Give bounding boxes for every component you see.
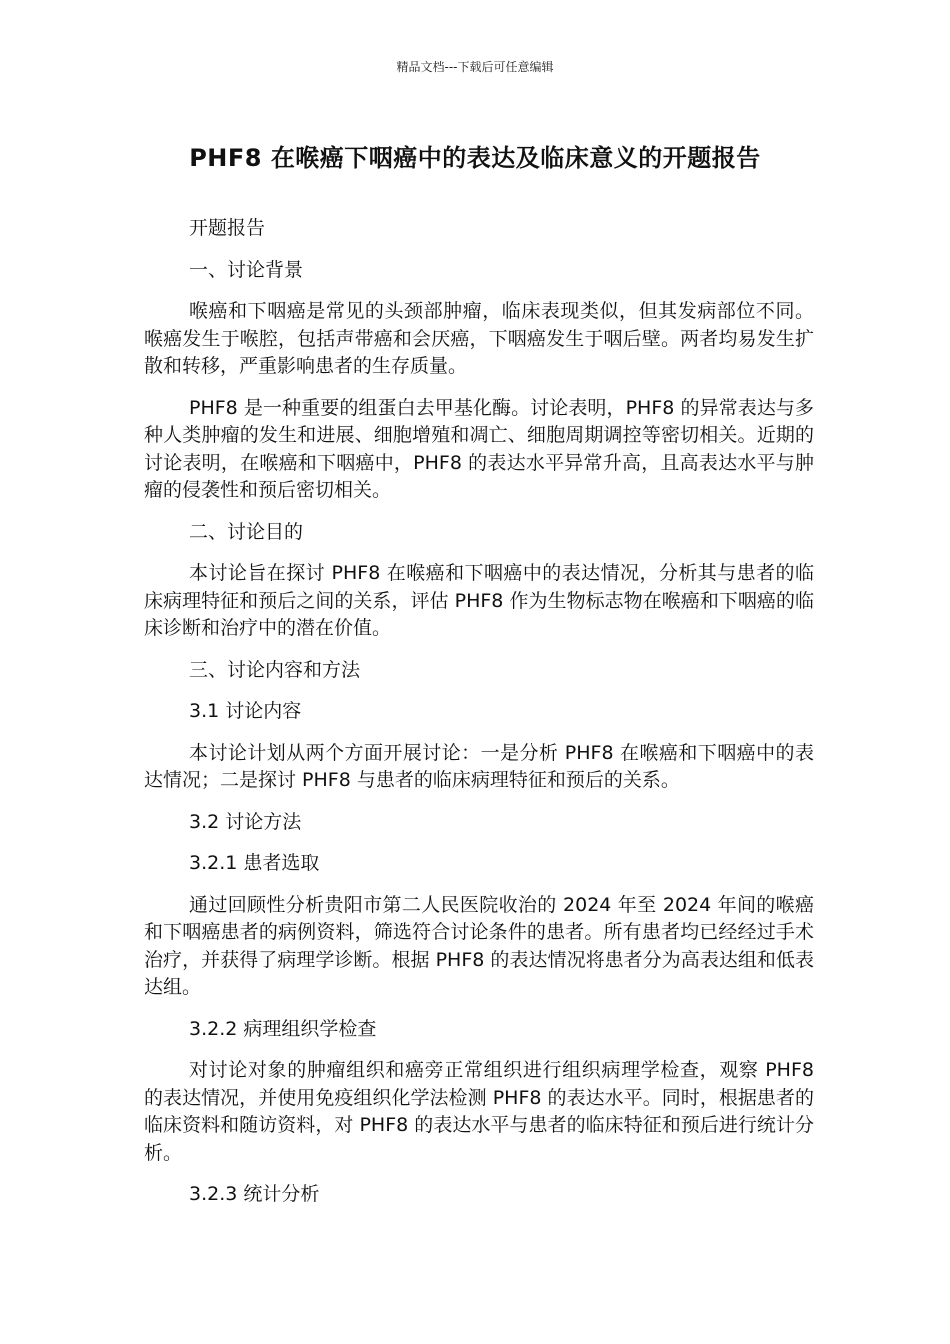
section-heading: 一、讨论背景 — [189, 258, 304, 281]
paragraph: 本讨论旨在探讨 PHF8 在喉癌和下咽癌中的表达情况，分析其与患者的临床病理特征和预后之间的关系，评估 PHF8 作为生物标志物在喉癌和下咽癌的临床诊断和治疗中的潜在价值。 — [144, 562, 814, 639]
subsection-heading: 3.2.1 患者选取 — [189, 852, 320, 874]
paragraph: 本讨论计划从两个方面开展讨论：一是分析 PHF8 在喉癌和下咽癌中的表达情况；二是探讨 PHF8 与患者的临床病理特征和预后的关系。 — [144, 741, 814, 791]
paragraph: 对讨论对象的肿瘤组织和癌旁正常组织进行组织病理学检查，观察 PHF8 的表达情况，并使用免疫组织化学法检测 PHF8 的表达水平。同时，根据患者的临床资料和随访资料，对 PHF8 的表达水平与患者的临床特征和预后进行统计分析。 — [144, 1059, 814, 1164]
paragraph: 喉癌和下咽癌是常见的头颈部肿瘤，临床表现类似，但其发病部位不同。喉癌发生于喉腔，包括声带癌和会厌癌，下咽癌发生于咽后壁。两者均易发生扩散和转移，严重影响患者的生存质量。 — [144, 300, 814, 377]
subsection-heading: 3.2.2 病理组织学检查 — [189, 1017, 377, 1040]
header-note: 精品文档---下载后可任意编辑 — [396, 60, 554, 74]
subsection-heading: 3.2.3 统计分析 — [189, 1183, 320, 1205]
subsection-heading: 3.1 讨论内容 — [189, 700, 302, 722]
document-body — [144, 215, 814, 1223]
section-heading: 二、讨论目的 — [189, 520, 304, 543]
document-title: PHF8 在喉癌下咽癌中的表达及临床意义的开题报告 — [189, 144, 761, 172]
paragraph: PHF8 是一种重要的组蛋白去甲基化酶。讨论表明，PHF8 的异常表达与多种人类肿瘤的发生和进展、细胞增殖和凋亡、细胞周期调控等密切相关。近期的讨论表明，在喉癌和下咽癌中，PHF8 的表达水平异常升高，且高表达水平与肿瘤的侵袭性和预后密切相关。 — [144, 396, 814, 501]
section-heading: 三、讨论内容和方法 — [189, 658, 361, 681]
paragraph: 通过回顾性分析贵阳市第二人民医院收治的 2024 年至 2024 年间的喉癌和下咽癌患者的病例资料，筛选符合讨论条件的患者。所有患者均已经经过手术治疗，并获得了病理学诊断。根据 PHF8 的表达情况将患者分为高表达组和低表达组。 — [144, 893, 814, 998]
section-heading: 开题报告 — [189, 217, 266, 239]
subsection-heading: 3.2 讨论方法 — [189, 810, 302, 833]
